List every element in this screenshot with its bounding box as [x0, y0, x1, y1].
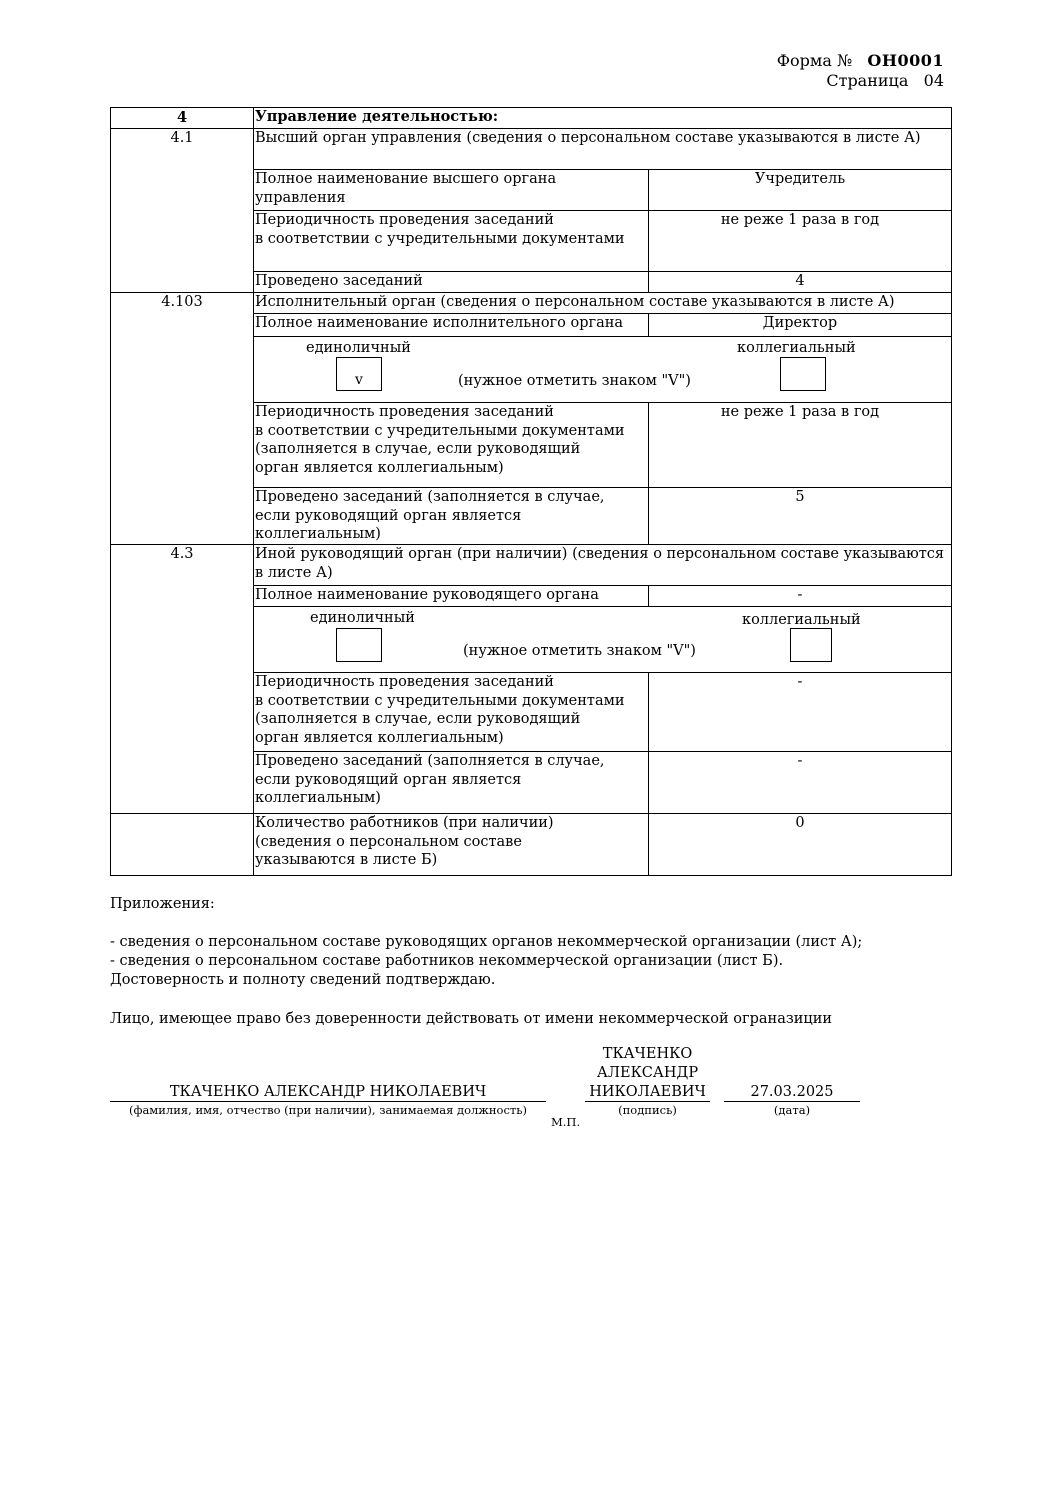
s41-name-label: Полное наименование высшего органа управления: [254, 170, 649, 211]
workers-value: 0: [649, 814, 952, 876]
name-underline: [110, 1101, 546, 1102]
page-label: Страница: [826, 71, 909, 90]
page-number-line: [826, 71, 944, 91]
appendix-item-a: - сведения о персональном составе руководящих органов некоммерческой организации (лист А);: [110, 934, 863, 950]
s43-name-label: Полное наименование руководящего органа: [254, 586, 649, 607]
appendix-title: Приложения:: [110, 896, 215, 912]
workers-label-line-1: Количество работников (при наличии): [255, 815, 554, 831]
s41-period-value: не реже 1 раза в год: [649, 211, 952, 272]
form-label: Форма №: [776, 51, 853, 70]
sign-date: 27.03.2025: [750, 1084, 834, 1100]
signature-caption: (подпись): [618, 1103, 677, 1117]
s43-name-value: -: [649, 586, 952, 607]
workers-label-line-3: указываются в листе Б): [255, 852, 438, 868]
s43-held-label-line-2: если руководящий орган является: [255, 771, 522, 788]
s43-sole-checkbox[interactable]: [336, 628, 382, 662]
s41-name-value: Учредитель: [649, 170, 952, 211]
s43-sole-label: единоличный: [310, 610, 415, 626]
signature-line-2: АЛЕКСАНДР: [596, 1065, 699, 1081]
s4103-held-label-line-3: коллегиальным): [255, 526, 381, 542]
form-code: ОН0001: [867, 51, 944, 70]
s4103-held-label-line-1: Проведено заседаний (заполняется в случае,: [255, 489, 605, 505]
s4103-collegial-checkbox[interactable]: [780, 357, 826, 391]
s43-held-label-line-3: коллегиальным): [255, 790, 381, 806]
s41-period-label-line-1: Периодичность проведения заседаний: [255, 212, 554, 228]
s43-held-label: [254, 752, 649, 814]
s43-collegial-checkbox[interactable]: [790, 628, 832, 662]
s43-held-value: -: [649, 752, 952, 814]
signer-full-name: ТКАЧЕНКО АЛЕКСАНДР НИКОЛАЕВИЧ: [169, 1084, 487, 1100]
s43-held-label-line-1: Проведено заседаний (заполняется в случае,: [255, 753, 605, 769]
s4103-title: Исполнительный орган (сведения о персональном составе указываются в листе А): [254, 293, 952, 314]
s43-period-value: -: [649, 673, 952, 752]
s43-period-label-line-3: (заполняется в случае, если руководящий: [255, 711, 581, 727]
s43-number: 4.3: [111, 545, 254, 814]
form-number-line: [777, 51, 944, 71]
s4103-held-label-line-2: если руководящий орган является: [255, 507, 522, 524]
s41-held-label: Проведено заседаний: [254, 272, 649, 293]
date-underline: [724, 1101, 860, 1102]
s4103-name-label: Полное наименование исполнительного органа: [254, 314, 649, 337]
s4103-held-label: [254, 488, 649, 545]
s43-period-label-line-2: в соответствии с учредительными документами: [255, 692, 625, 709]
s43-type-row: [254, 607, 952, 673]
s43-mark-hint: (нужное отметить знаком "V"): [463, 643, 696, 659]
s4103-collegial-label: коллегиальный: [737, 340, 856, 356]
s4103-period-label-line-3: (заполняется в случае, если руководящий: [255, 441, 581, 457]
s41-period-label: [254, 211, 649, 272]
signature-underline: [585, 1101, 710, 1102]
s41-title: Высший орган управления (сведения о персональном составе указываются в листе А): [254, 129, 952, 170]
section-number: 4: [111, 108, 254, 129]
date-caption: (дата): [773, 1103, 811, 1117]
page-number: 04: [923, 71, 944, 90]
s4103-period-label: [254, 403, 649, 488]
s4103-number: 4.103: [111, 293, 254, 545]
s41-held-value: 4: [649, 272, 952, 293]
name-caption: (фамилия, имя, отчество (при наличии), занимаемая должность): [128, 1103, 528, 1117]
appendix-confirm: Достоверность и полноту сведений подтверждаю.: [110, 972, 496, 988]
s4103-mark-hint: (нужное отметить знаком "V"): [458, 373, 691, 389]
signature-line-1: ТКАЧЕНКО: [602, 1046, 693, 1062]
signature-line-3: НИКОЛАЕВИЧ: [589, 1084, 706, 1100]
person-note: Лицо, имеющее право без доверенности действовать от имени некоммерческой ограназиции: [110, 1011, 833, 1027]
s41-period-label-line-2: в соответствии с учредительными документами: [255, 230, 625, 247]
section-title: Управление деятельностью:: [254, 108, 952, 129]
s41-number: 4.1: [111, 129, 254, 293]
s43-period-label-line-1: Периодичность проведения заседаний: [255, 674, 554, 690]
s43-period-label: [254, 673, 649, 752]
s43-title: Иной руководящий орган (при наличии) (сведения о персональном составе указываются в листе А): [254, 545, 952, 586]
s43-period-label-line-4: орган является коллегиальным): [255, 729, 504, 746]
stamp-label: М.П.: [551, 1115, 581, 1129]
s4103-name-value: Директор: [649, 314, 952, 337]
s4103-held-value: 5: [649, 488, 952, 545]
s4103-period-label-line-1: Периодичность проведения заседаний: [255, 404, 554, 420]
appendix-item-b: - сведения о персональном составе работников некоммерческой организации (лист Б).: [110, 953, 784, 969]
workers-label-line-2: (сведения о персональном составе: [255, 833, 522, 850]
s4103-period-value: не реже 1 раза в год: [649, 403, 952, 488]
s4103-sole-label: единоличный: [306, 340, 411, 356]
s43-collegial-label: коллегиальный: [742, 612, 861, 628]
s4103-sole-checkbox[interactable]: v: [336, 357, 382, 391]
s4103-type-row: [254, 337, 952, 403]
workers-number: [111, 814, 254, 876]
management-table: [110, 107, 952, 876]
s4103-period-label-line-2: в соответствии с учредительными документами: [255, 422, 625, 439]
workers-label: [254, 814, 649, 876]
s4103-period-label-line-4: орган является коллегиальным): [255, 459, 504, 476]
